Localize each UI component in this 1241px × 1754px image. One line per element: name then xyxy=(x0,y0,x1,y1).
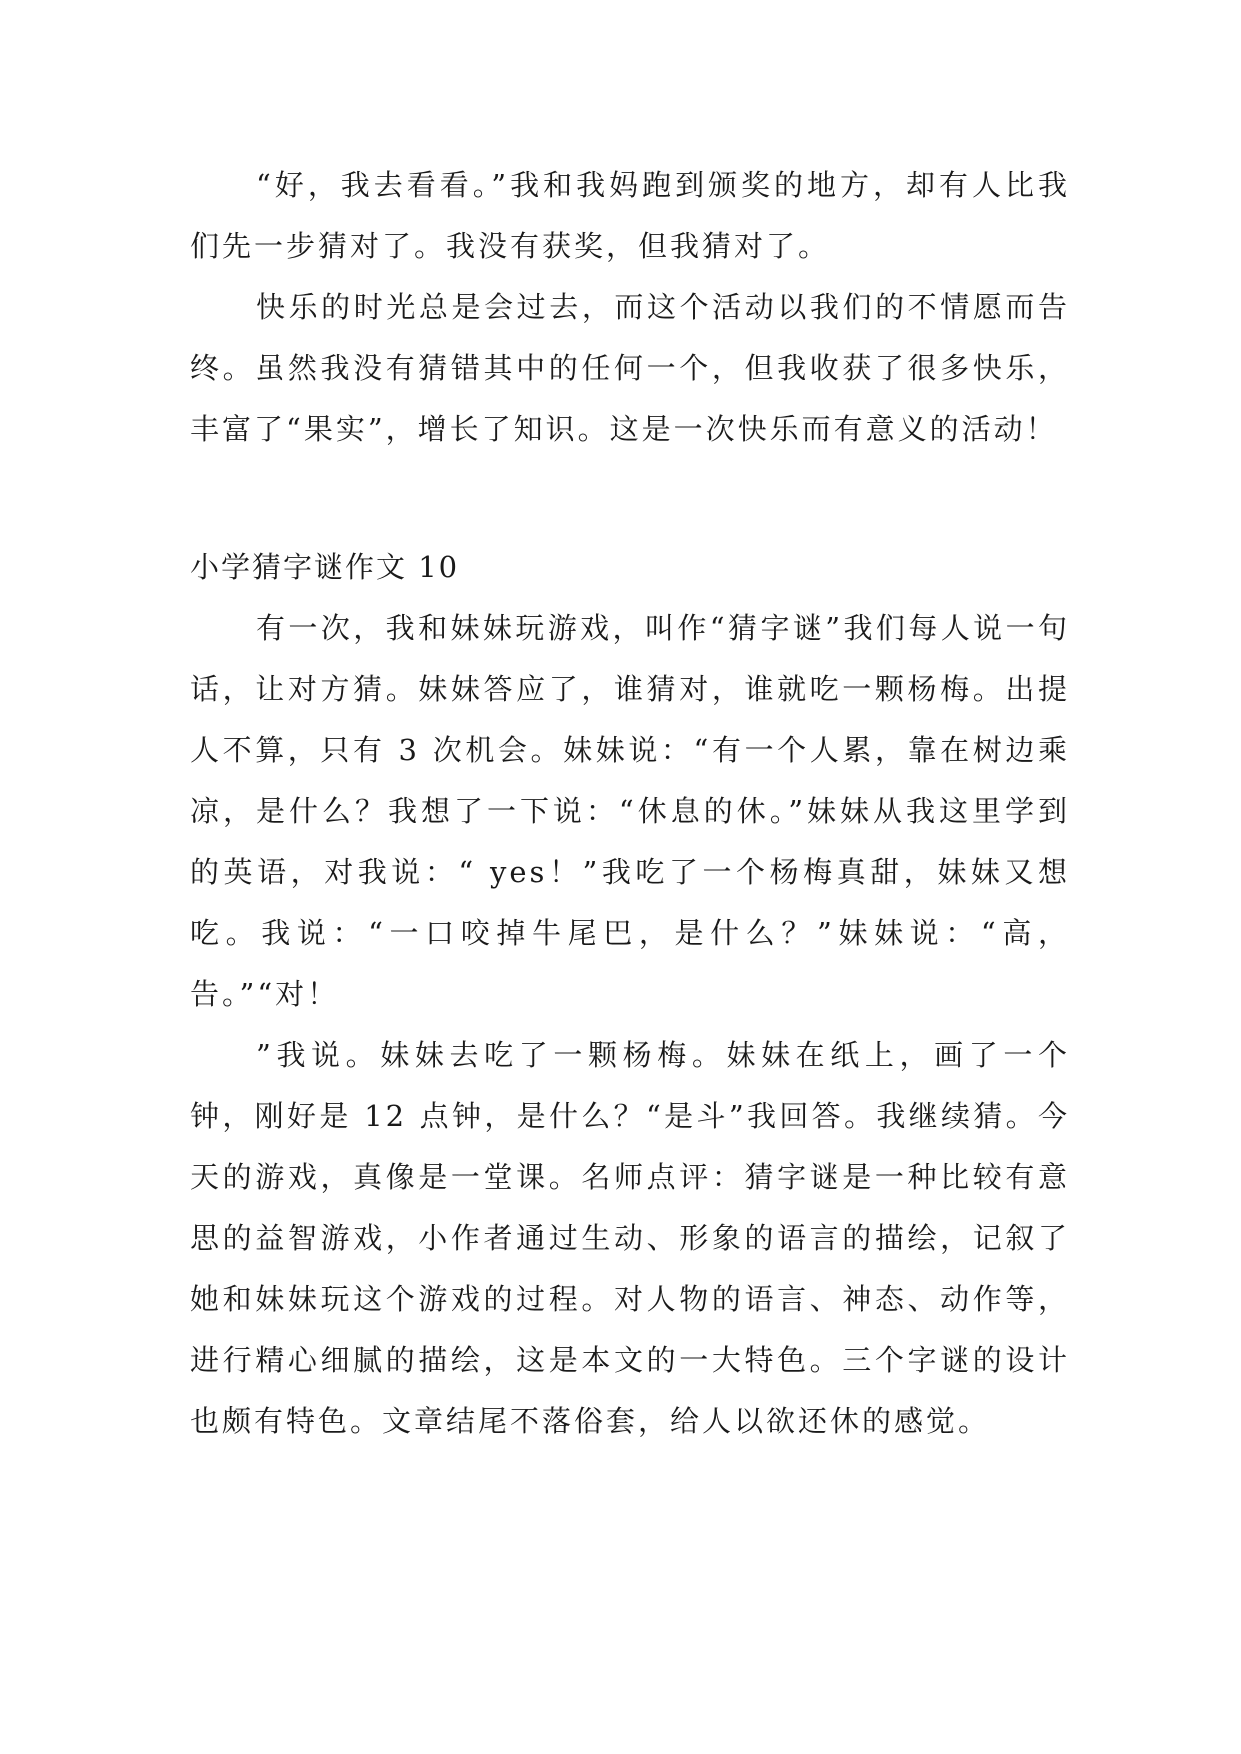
paragraph-happy-time: 快乐的时光总是会过去，而这个活动以我们的不情愿而告终。虽然我没有猜错其中的任何一个，但我收获了很多快乐，丰富了“果实”，增长了知识。这是一次快乐而有意义的活动！ xyxy=(190,290,1070,446)
document-body xyxy=(190,155,1070,1452)
paragraph-award: “好，我去看看。”我和我妈跑到颁奖的地方，却有人比我们先一步猜对了。我没有获奖，但我猜对了。 xyxy=(190,168,1070,263)
paragraph-riddle-game: 有一次，我和妹妹玩游戏，叫作“猜字谜”我们每人说一句话，让对方猜。妹妹答应了，谁猜对，谁就吃一颗杨梅。出提人不算，只有 3 次机会。妹妹说：“有一个人累，靠在树边乘凉，是什么？我想了一下说：“休息的休。”妹妹从我这里学到的英语，对我说：“ yes！”我吃了一个杨梅真甜，妹妹又想吃。我说：“一口咬掉牛尾巴，是什么？”妹妹说：“高，告。”“对！ xyxy=(190,611,1070,1011)
paragraph-riddle-review: ”我说。妹妹去吃了一颗杨梅。妹妹在纸上，画了一个钟，刚好是 12 点钟，是什么？“是斗”我回答。我继续猜。今天的游戏，真像是一堂课。名师点评：猜字谜是一种比较有意思的益智游戏，小作者通过生动、形象的语言的描绘，记叙了她和妹妹玩这个游戏的过程。对人物的语言、神态、动作等，进行精心细腻的描绘，这是本文的一大特色。三个字谜的设计也颇有特色。文章结尾不落俗套，给人以欲还休的感觉。 xyxy=(190,1038,1070,1438)
section-title: 小学猜字谜作文 10 xyxy=(190,550,460,584)
